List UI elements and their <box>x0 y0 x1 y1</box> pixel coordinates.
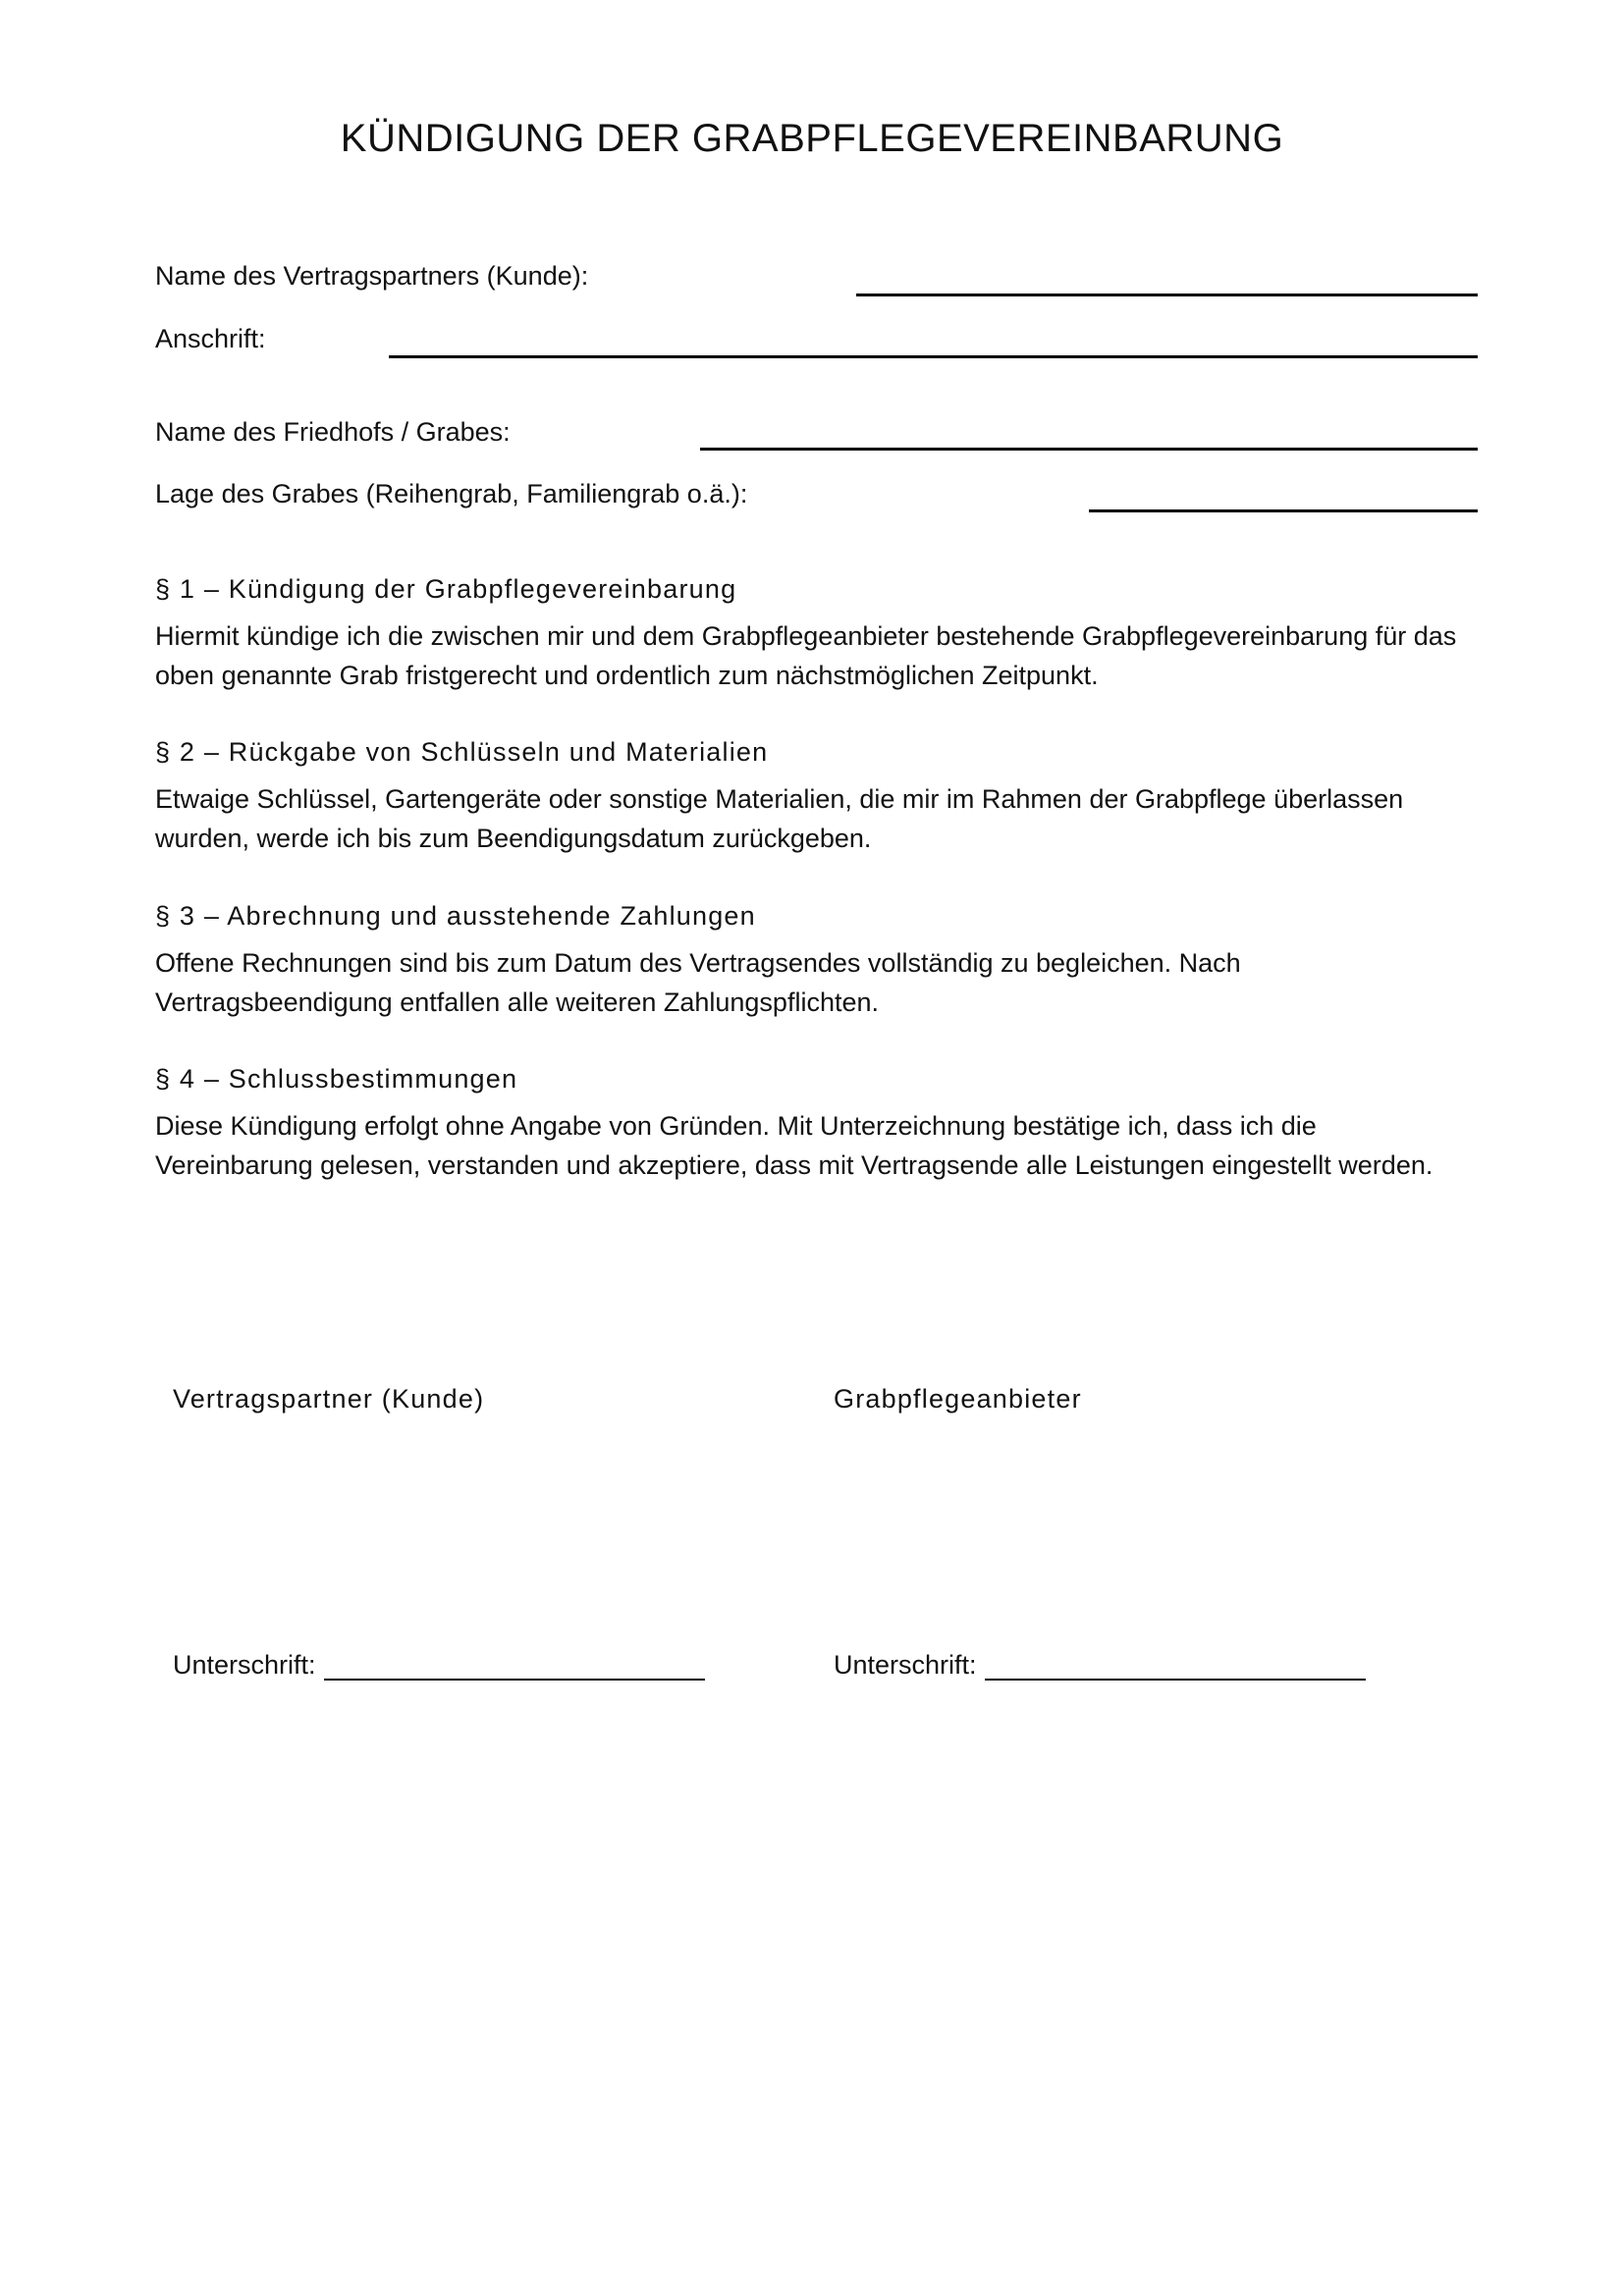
provider-signature-label: Unterschrift: <box>834 1650 977 1680</box>
section-1-body: Hiermit kündige ich die zwischen mir und dem Grabpflegeanbieter bestehende Grabpflegevereinbarung für das oben genannte Grab fristgerecht und ordentlich zum nächstmöglichen Zeitpunkt. <box>155 621 1457 690</box>
customer-name-field[interactable] <box>856 294 1478 296</box>
cemetery-field[interactable] <box>700 448 1478 451</box>
customer-party-label: Vertragspartner (Kunde) <box>173 1384 485 1414</box>
customer-name-label: Name des Vertragspartners (Kunde): <box>155 261 589 291</box>
section-2-heading: § 2 – Rückgabe von Schlüsseln und Materialien <box>155 737 769 767</box>
provider-signature-field[interactable] <box>985 1657 1366 1681</box>
customer-signature-field[interactable] <box>324 1657 705 1681</box>
section-3-heading: § 3 – Abrechnung und ausstehende Zahlungen <box>155 901 756 931</box>
provider-signature-block <box>834 1649 1366 1681</box>
customer-signature-label: Unterschrift: <box>173 1650 316 1680</box>
section-3-body: Offene Rechnungen sind bis zum Datum des Vertragsendes vollständig zu begleichen. Nach Vertragsbeendigung entfallen alle weiteren Zahlungspflichten. <box>155 948 1241 1017</box>
grave-location-label: Lage des Grabes (Reihengrab, Familiengrab o.ä.): <box>155 479 748 508</box>
address-field[interactable] <box>389 355 1478 358</box>
document-title: KÜNDIGUNG DER GRABPFLEGEVEREINBARUNG <box>340 117 1284 160</box>
section-2-body: Etwaige Schlüssel, Gartengeräte oder sonstige Materialien, die mir im Rahmen der Grabpflege überlassen wurden, werde ich bis zum Beendigungsdatum zurückgeben. <box>155 784 1404 853</box>
section-4-body: Diese Kündigung erfolgt ohne Angabe von Gründen. Mit Unterzeichnung bestätige ich, dass ich die Vereinbarung gelesen, verstanden und akzeptiere, dass mit Vertragsende alle Leistungen eingestellt werden. <box>155 1111 1434 1180</box>
grave-location-field[interactable] <box>1089 509 1478 512</box>
customer-signature-block <box>173 1649 705 1681</box>
address-label: Anschrift: <box>155 324 266 353</box>
section-1-heading: § 1 – Kündigung der Grabpflegevereinbarung <box>155 574 737 604</box>
cemetery-label: Name des Friedhofs / Grabes: <box>155 417 511 447</box>
provider-party-label: Grabpflegeanbieter <box>834 1384 1082 1414</box>
section-4-heading: § 4 – Schlussbestimmungen <box>155 1064 518 1094</box>
